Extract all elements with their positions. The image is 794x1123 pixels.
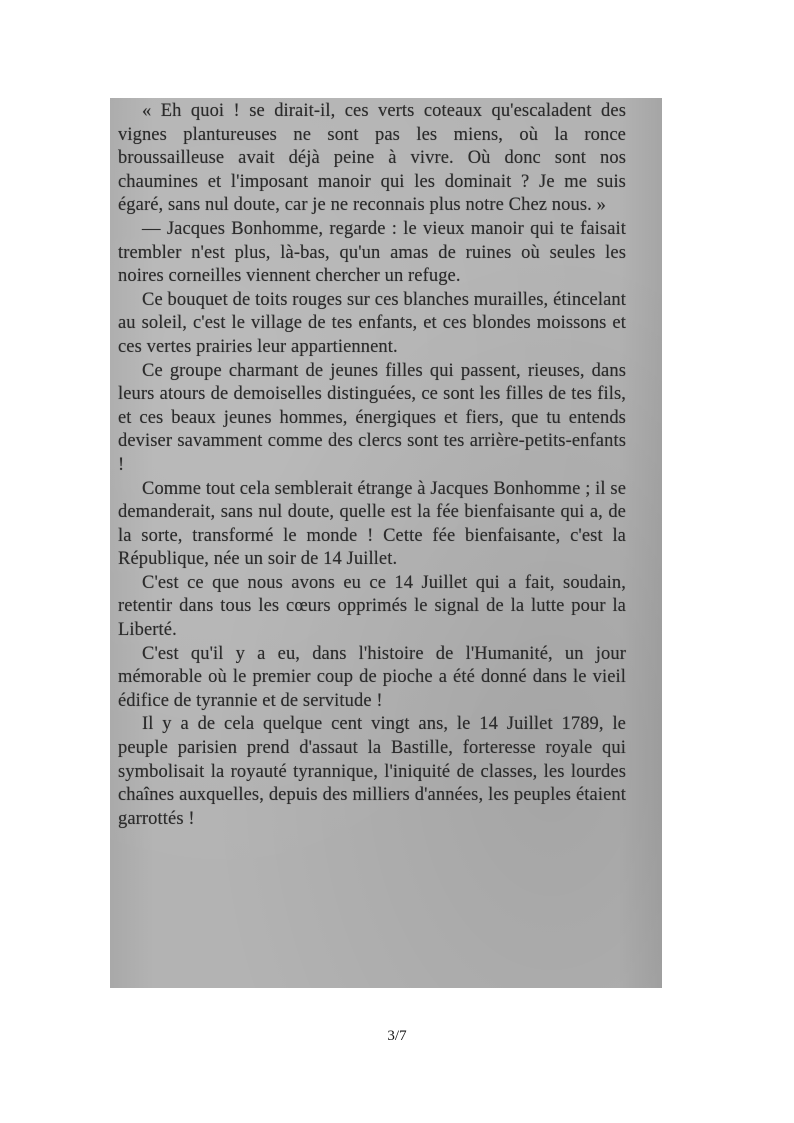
paragraph-1: « Eh quoi ! se dirait-il, ces verts coteaux qu'escaladent des vignes plantureuses ne sont pas les miens, où la ronce broussailleuse avait déjà peine à vivre. Où donc sont nos chaumines et l'imposant manoir qui les dominait ? Je me suis égaré, sans nul doute, car je ne reconnais plus notre Chez nous. » [118, 101, 626, 216]
cropped-next-line [410, 980, 662, 988]
scanned-newspaper-clipping [110, 98, 662, 988]
paragraph-6: C'est ce que nous avons eu ce 14 Juillet qui a fait, soudain, retentir dans tous les cœurs opprimés le signal de la lutte pour la Liberté. [118, 572, 626, 641]
article-text [118, 100, 626, 831]
paragraph-3: Ce bouquet de toits rouges sur ces blanches murailles, étincelant au soleil, c'est le village de tes enfants, et ces blondes moissons et ces vertes prairies leur appartiennent. [118, 289, 626, 357]
paragraph-2: — Jacques Bonhomme, regarde : le vieux manoir qui te faisait trembler n'est plus, là-bas, qu'un amas de ruines où seules les noires corneilles viennent chercher un refuge. [118, 218, 626, 287]
paragraph-5: Comme tout cela semblerait étrange à Jacques Bonhomme ; il se demanderait, sans nul doute, quelle est la fée bienfaisante qui a, de la sorte, transformé le monde ! Cette fée bienfaisante, c'est la République, née un soir de 14 Juillet. [118, 478, 626, 570]
page-number: 3/7 [387, 1028, 407, 1044]
paragraph-8: Il y a de cela quelque cent vingt ans, le 14 Juillet 1789, le peuple parisien prend d'assaut la Bastille, forteresse royale qui symbolisait la royauté tyrannique, l'iniquité de classes, les lourdes chaînes auxquelles, depuis des milliers d'années, les peuples étaient garrottés ! [118, 714, 626, 829]
paragraph-7: C'est qu'il y a eu, dans l'histoire de l'Humanité, un jour mémorable où le premier coup de pioche a été donné dans le vieil édifice de tyrannie et de servitude ! [118, 643, 626, 711]
paragraph-4: Ce groupe charmant de jeunes filles qui passent, rieuses, dans leurs atours de demoiselles distinguées, ce sont les filles de tes fils, et ces beaux jeunes hommes, énergiques et fiers, que tu entends deviser savamment comme des clercs sont tes arrière-petits-enfants ! [118, 360, 626, 475]
